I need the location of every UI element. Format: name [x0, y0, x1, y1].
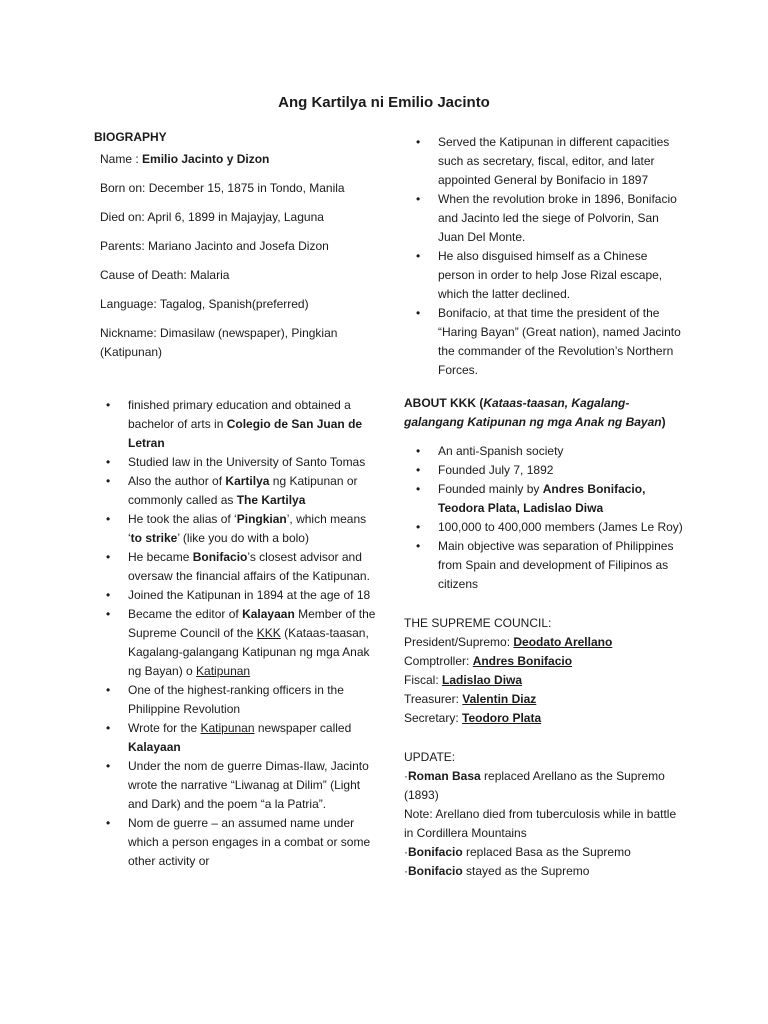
bio-died-value: April 6, 1899 in Majayjay, Laguna [147, 210, 324, 224]
list-item-bold: The Kartilya [236, 493, 306, 507]
list-item-text: newspaper called [254, 721, 352, 735]
list-item-text: (Kataas-taasan, Kagalang-galangang Katipunan ng mga Anak ng Bayan) o [128, 626, 370, 678]
bio-born-value: December 15, 1875 in Tondo, Manila [148, 181, 345, 195]
left-column [94, 128, 376, 871]
bio-parents-value: Mariano Jacinto and Josefa Dizon [148, 239, 329, 253]
list-item: • Bonifacio, at that time the president of the “Haring Bayan” (Great nation), named Jacinto the commander of the Revolution’s Northern Forces. [404, 304, 686, 380]
kkk-heading-label: ABOUT KKK ( [404, 396, 484, 410]
list-item [94, 510, 376, 548]
council-comptroller [404, 652, 686, 671]
list-item-bold: Andres Bonifacio, Teodora Plata, Ladislao Diwa [438, 482, 646, 515]
bio-cause-value: Malaria [190, 268, 230, 282]
council-secretary [404, 709, 686, 728]
biography-bullet-list [94, 396, 376, 871]
list-item-bold: Kalayaan [128, 740, 181, 754]
bio-cause [100, 266, 376, 285]
list-item: • Joined the Katipunan in 1894 at the age of 18 [94, 586, 376, 605]
council-comptroller-link[interactable]: Andres Bonifacio [472, 654, 573, 668]
list-item [94, 605, 376, 681]
update-note: Note: Arellano died from tuberculosis while in battle in Cordillera Mountains [404, 807, 677, 840]
bio-language-value: Tagalog, Spanish(preferred) [159, 297, 309, 311]
list-item: • 100,000 to 400,000 members (James Le Roy) [404, 518, 686, 537]
bio-nickname-value: Dimasilaw (newspaper), Pingkian (Katipunan) [100, 326, 338, 359]
update-line [404, 862, 686, 881]
list-item: • One of the highest-ranking officers in the Philippine Revolution [94, 681, 376, 719]
council-label: Secretary: [404, 711, 463, 725]
update-dot: · [404, 864, 408, 878]
list-item-bold: Kalayaan [242, 607, 295, 621]
bio-died-label: Died on: [100, 210, 148, 224]
list-item: • An anti-Spanish society [404, 442, 686, 461]
list-item-text: ’, which means ‘ [128, 512, 367, 545]
update-text: stayed as the Supremo [462, 864, 590, 878]
update-section [404, 748, 686, 881]
kkk-bullet-list [404, 442, 686, 594]
list-item-text: finished primary education and obtained a bachelor of arts in [128, 398, 351, 431]
list-item-text: Also the author of [128, 474, 226, 488]
list-item [94, 396, 376, 453]
list-item-text: Became the editor of [128, 607, 243, 621]
list-item-text: ’ (like you do with a bolo) [177, 531, 309, 545]
list-item: • When the revolution broke in 1896, Bonifacio and Jacinto led the siege of Polvorin, San Juan Del Monte. [404, 190, 686, 247]
bio-name [100, 150, 376, 169]
list-item [404, 480, 686, 518]
update-heading: UPDATE: [404, 750, 456, 764]
katipunan-link[interactable]: Katipunan [196, 664, 251, 678]
list-item-bold: Bonifacio [192, 550, 248, 564]
list-item-text: Member of the Supreme Council of the [128, 607, 376, 640]
update-bold: Bonifacio [408, 864, 463, 878]
kkk-link[interactable]: KKK [256, 626, 281, 640]
list-item-text: ng Katipunan or commonly called as [128, 474, 358, 507]
bio-born-label: Born on: [100, 181, 149, 195]
council-label: President/Supremo: [404, 635, 514, 649]
council-heading: THE SUPREME COUNCIL: [404, 616, 552, 630]
list-item-bold: Colegio de San Juan de Letran [128, 417, 363, 450]
list-item-text: He took the alias of ‘ [128, 512, 237, 526]
council-label: Comptroller: [404, 654, 473, 668]
supreme-council [404, 614, 686, 728]
page-title: Ang Kartilya ni Emilio Jacinto [278, 94, 490, 111]
list-item [94, 472, 376, 510]
update-bold: Roman Basa [408, 769, 481, 783]
list-item-bold: Pingkian [236, 512, 287, 526]
council-secretary-link[interactable]: Teodoro Plata [462, 711, 542, 725]
update-bold: Bonifacio [408, 845, 463, 859]
list-item-text: ’s closest advisor and oversaw the financial affairs of the Katipunan. [128, 550, 370, 583]
list-item-text: Founded mainly by [438, 482, 543, 496]
council-label: Fiscal: [404, 673, 443, 687]
list-item: • Main objective was separation of Philippines from Spain and development of Filipinos as citizens [404, 537, 686, 594]
update-line [404, 843, 686, 862]
list-item: • Founded July 7, 1892 [404, 461, 686, 480]
council-treasurer-link[interactable]: Valentin Diaz [462, 692, 537, 706]
bio-nickname-label: Nickname: [100, 326, 161, 340]
list-item: • He also disguised himself as a Chinese person in order to help Jose Rizal escape, which the latter declined. [404, 247, 686, 304]
bio-cause-label: Cause of Death: [100, 268, 191, 282]
update-dot: · [404, 769, 408, 783]
bio-name-value: Emilio Jacinto y Dizon [142, 152, 270, 166]
council-fiscal-link[interactable]: Ladislao Diwa [442, 673, 523, 687]
bio-parents-label: Parents: [100, 239, 149, 253]
list-item: • Nom de guerre – an assumed name under which a person engages in a combat or some other activity or [94, 814, 376, 871]
bio-language [100, 295, 376, 314]
bio-died [100, 208, 376, 227]
bio-name-label: Name : [100, 152, 143, 166]
list-item-bold: Kartilya [225, 474, 270, 488]
council-label: Treasurer: [404, 692, 463, 706]
list-item-text: He became [128, 550, 193, 564]
list-item-bold: to strike [130, 531, 178, 545]
council-president-link[interactable]: Deodato Arellano [513, 635, 613, 649]
council-president [404, 633, 686, 652]
council-treasurer [404, 690, 686, 709]
biography-heading: BIOGRAPHY [94, 130, 167, 144]
bio-born [100, 179, 376, 198]
bio-language-label: Language: [100, 297, 160, 311]
list-item: • Studied law in the University of Santo Tomas [94, 453, 376, 472]
bio-nickname [100, 324, 376, 362]
council-fiscal [404, 671, 686, 690]
kkk-heading-close: ) [661, 415, 666, 429]
right-column [404, 133, 686, 881]
bio-parents [100, 237, 376, 256]
list-item-text: Wrote for the [128, 721, 201, 735]
list-item [94, 548, 376, 586]
list-item [94, 719, 376, 757]
update-text: replaced Arellano as the Supremo (1893) [404, 769, 665, 802]
kkk-heading [404, 394, 686, 432]
update-text: replaced Basa as the Supremo [462, 845, 631, 859]
update-line [404, 767, 686, 805]
katipunan-link[interactable]: Katipunan [200, 721, 255, 735]
career-bullet-list [404, 133, 686, 380]
list-item: • Served the Katipunan in different capacities such as secretary, fiscal, editor, and later appointed General by Bonifacio in 1897 [404, 133, 686, 190]
update-dot: · [404, 845, 408, 859]
kkk-heading-fullname: Kataas-taasan, Kagalang-galangang Katipunan ng mga Anak ng Bayan [404, 396, 662, 429]
list-item: • Under the nom de guerre Dimas-Ilaw, Jacinto wrote the narrative “Liwanag at Dilim” (Light and Dark) and the poem “a la Patria”. [94, 757, 376, 814]
